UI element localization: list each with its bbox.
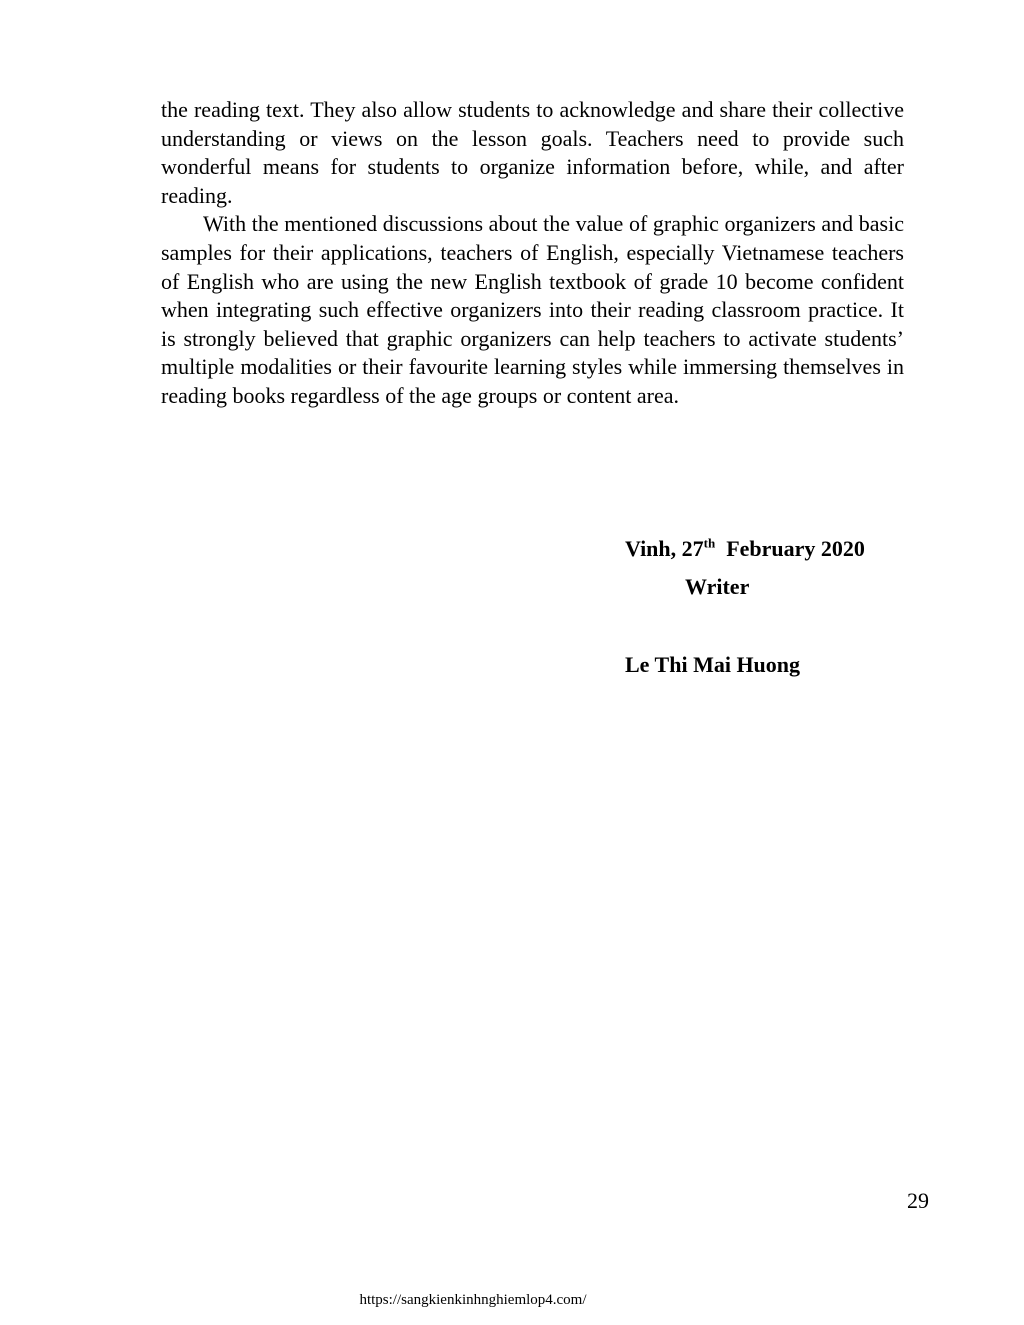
paragraph-conclusion: With the mentioned discussions about the value of graphic organizers and basic samples for their applications, teachers of English, especially Vietnamese teachers of English who are using the new English textbook of grade 10 become confident when integrating such effective organizers into their reading classroom practice. It is strongly believed that graphic organizers can help teachers to activate students’ multiple modalities or their favourite learning styles while immersing themselves in reading books regardless of the age groups or content area. [161, 211, 904, 408]
footer-url: https://sangkienkinhnghiemlop4.com/ [359, 1292, 587, 1308]
signature-role: Writer [685, 574, 750, 599]
signature-date [625, 535, 865, 563]
date-ordinal: th [703, 535, 716, 551]
paragraph-continuation: the reading text. They also allow students to acknowledge and share their collective understanding or views on the lesson goals. Teachers need to provide such wonderful means for students to organize information before, while, and after reading. [161, 97, 904, 208]
body-text [161, 96, 904, 411]
page-number: 29 [907, 1188, 929, 1213]
date-prefix: Vinh, 27 [625, 536, 704, 561]
signature-name: Le Thi Mai Huong [625, 652, 801, 677]
date-suffix: February 2020 [726, 536, 865, 561]
